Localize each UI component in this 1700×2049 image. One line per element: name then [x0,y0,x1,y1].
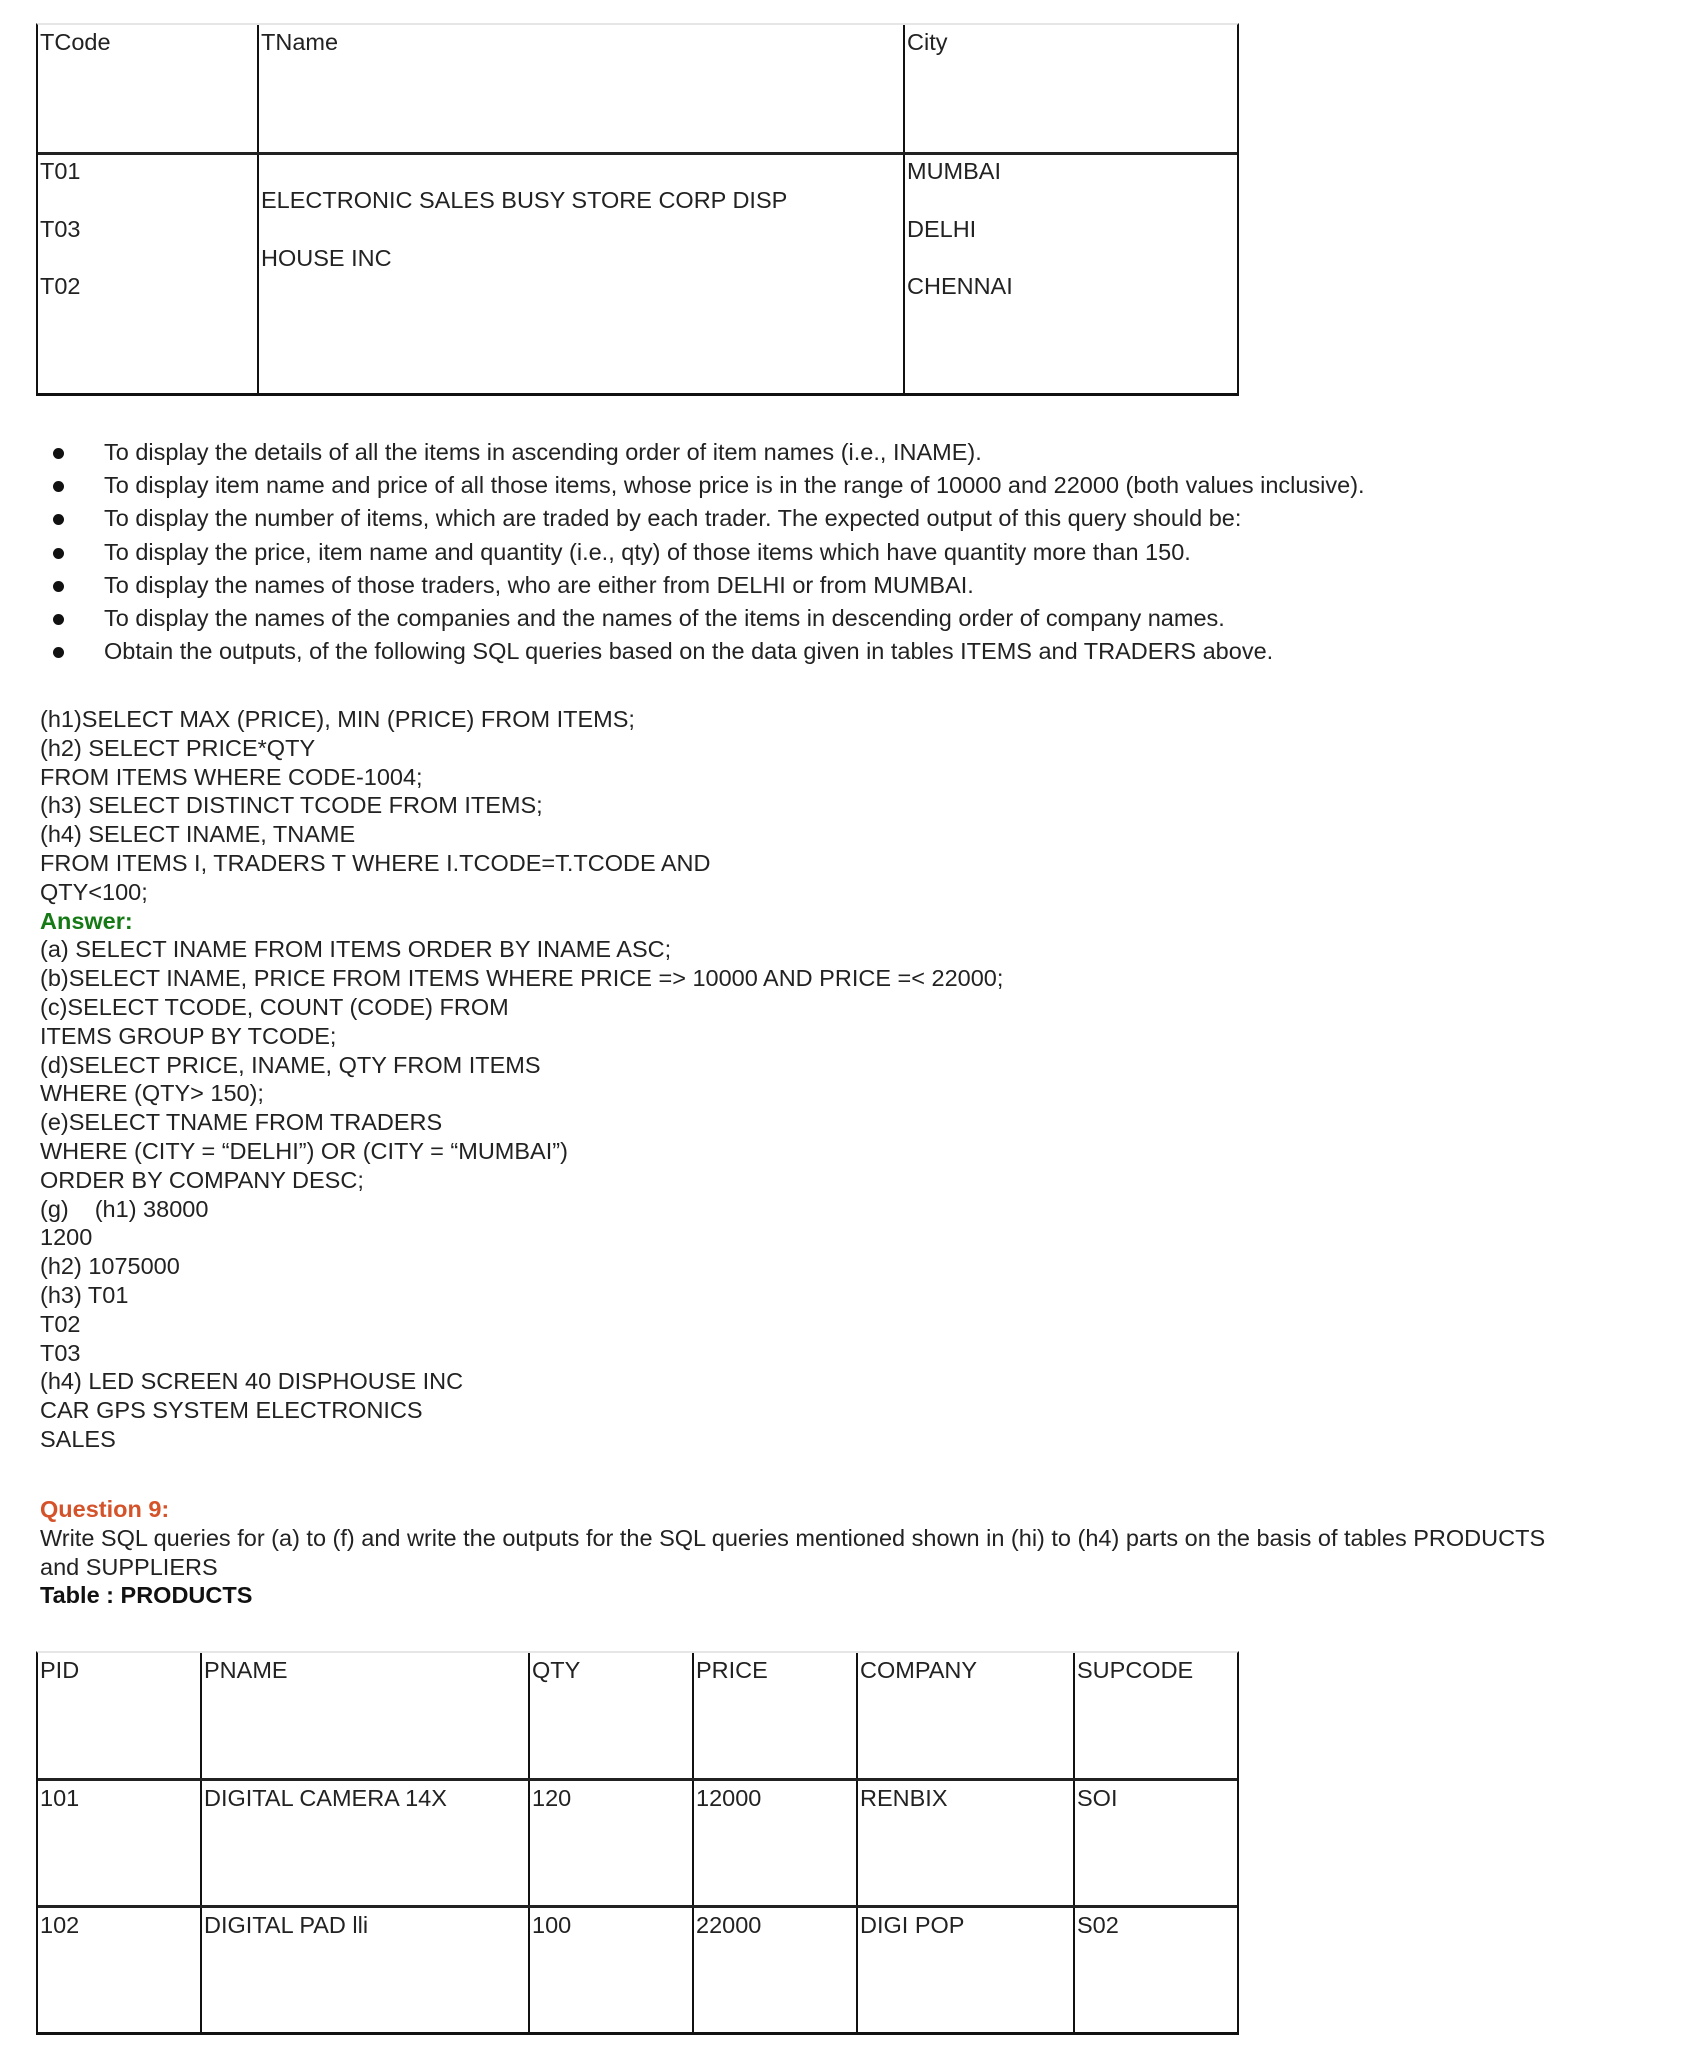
task-item: To display the details of all the items in ascending order of item names (i.e., INAME). [0,436,1365,469]
output-g-line [40,1195,1003,1224]
traders-header-row [38,25,1237,155]
products-header-row [38,1653,1237,1781]
question-text: and SUPPLIERS [40,1553,218,1580]
query-line: QTY<100; [40,878,148,905]
g-label: (g) [40,1195,69,1222]
sql-answer-block [40,705,1003,1454]
pid-cell: 101 [40,1785,80,1811]
tcode-value: T01 [40,158,81,184]
table-caption: Table : PRODUCTS [40,1582,253,1609]
answer-line: (e)SELECT TNAME FROM TRADERS [40,1109,443,1136]
company-cell: RENBIX [856,1781,1075,1905]
answer-line: (a) SELECT INAME FROM ITEMS ORDER BY INAME ASC; [40,936,672,963]
output-line: (h3) T01 [40,1281,129,1308]
bullet-icon [53,548,64,559]
output-line: SALES [40,1425,116,1452]
answer-line: ORDER BY COMPANY DESC; [40,1166,364,1193]
question-9-block [40,1495,1545,1610]
products-row [38,1908,1237,2032]
qty-cell: 100 [528,1908,694,2032]
city-value: CHENNAI [907,273,1013,299]
output-line: (h4) LED SCREEN 40 DISPHOUSE INC [40,1368,464,1395]
output-line: CAR GPS SYSTEM ELECTRONICS [40,1397,423,1424]
header-tname: TName [257,25,904,152]
products-table [36,1651,1239,2035]
output-line: (h2) 1075000 [40,1253,180,1280]
products-row [38,1781,1237,1908]
bullet-icon [53,514,64,525]
query-line: (h4) SELECT INAME, TNAME [40,821,356,848]
header-company: COMPANY [856,1653,1075,1778]
pid-cell: 102 [40,1912,80,1938]
company-cell: DIGI POP [856,1908,1075,2032]
h1-output: (h1) 38000 [94,1195,209,1222]
query-line: FROM ITEMS WHERE CODE-1004; [40,763,423,790]
city-value: MUMBAI [907,158,1001,184]
query-line: (h3) SELECT DISTINCT TCODE FROM ITEMS; [40,792,543,819]
task-list [0,436,1365,668]
traders-table [36,23,1239,396]
price-cell: 22000 [692,1908,858,2032]
output-line: T03 [40,1339,81,1366]
header-pid: PID [40,1657,80,1683]
task-item: To display item name and price of all those items, whose price is in the range of 10000 and 22000 (both values inclusive). [0,469,1365,502]
header-city: City [903,25,1237,152]
tcode-value: T02 [40,273,81,299]
bullet-icon [53,614,64,625]
header-price: PRICE [692,1653,858,1778]
bullet-icon [53,647,64,658]
header-pname: PNAME [200,1653,530,1778]
header-qty: QTY [528,1653,694,1778]
pname-cell: DIGITAL CAMERA 14X [200,1781,530,1905]
bullet-icon [53,481,64,492]
price-cell: 12000 [692,1781,858,1905]
answer-line: ITEMS GROUP BY TCODE; [40,1022,337,1049]
answer-line: WHERE (QTY> 150); [40,1080,264,1107]
answer-line: (d)SELECT PRICE, INAME, QTY FROM ITEMS [40,1051,541,1078]
query-line: (h2) SELECT PRICE*QTY [40,734,316,761]
query-line: (h1)SELECT MAX (PRICE), MIN (PRICE) FROM ITEMS; [40,706,635,732]
output-line: T02 [40,1310,81,1337]
qty-cell: 120 [528,1781,694,1905]
answer-line: (b)SELECT INAME, PRICE FROM ITEMS WHERE PRICE => 10000 AND PRICE =< 22000; [40,965,1004,992]
tcode-cell [38,155,259,393]
bullet-icon [53,581,64,592]
question-heading: Question 9: [40,1496,170,1522]
tname-cell [257,155,904,393]
task-item: To display the price, item name and quantity (i.e., qty) of those items which have quantity more than 150. [0,536,1365,569]
pname-cell: DIGITAL PAD lli [200,1908,530,2032]
query-line: FROM ITEMS I, TRADERS T WHERE I.TCODE=T.TCODE AND [40,849,711,876]
traders-data-row [38,155,1237,393]
city-value: DELHI [907,215,977,242]
task-item: To display the names of the companies and the names of the items in descending order of company names. [0,602,1365,635]
header-supcode: SUPCODE [1073,1653,1237,1778]
answer-line: (c)SELECT TCODE, COUNT (CODE) FROM [40,993,509,1020]
supcode-cell: S02 [1073,1908,1237,2032]
tname-line: ELECTRONIC SALES BUSY STORE CORP DISP [261,187,788,213]
bullet-icon [53,448,64,459]
task-item: To display the names of those traders, who are either from DELHI or from MUMBAI. [0,569,1365,602]
header-tcode: TCode [40,29,111,55]
question-text: Write SQL queries for (a) to (f) and write the outputs for the SQL queries mentioned shown in (hi) to (h4) parts on the basis of tables PRODUCTS [40,1524,1546,1551]
output-line: 1200 [40,1224,93,1251]
answer-heading: Answer: [40,907,133,934]
task-item: Obtain the outputs, of the following SQL queries based on the data given in tables ITEMS and TRADERS above. [0,635,1365,668]
city-cell [903,155,1237,393]
supcode-cell: SOI [1073,1781,1237,1905]
answer-line: WHERE (CITY = “DELHI”) OR (CITY = “MUMBAI”) [40,1137,568,1164]
tcode-value: T03 [40,215,81,242]
tname-line: HOUSE INC [261,244,392,271]
task-item: To display the number of items, which are traded by each trader. The expected output of this query should be: [0,502,1365,535]
